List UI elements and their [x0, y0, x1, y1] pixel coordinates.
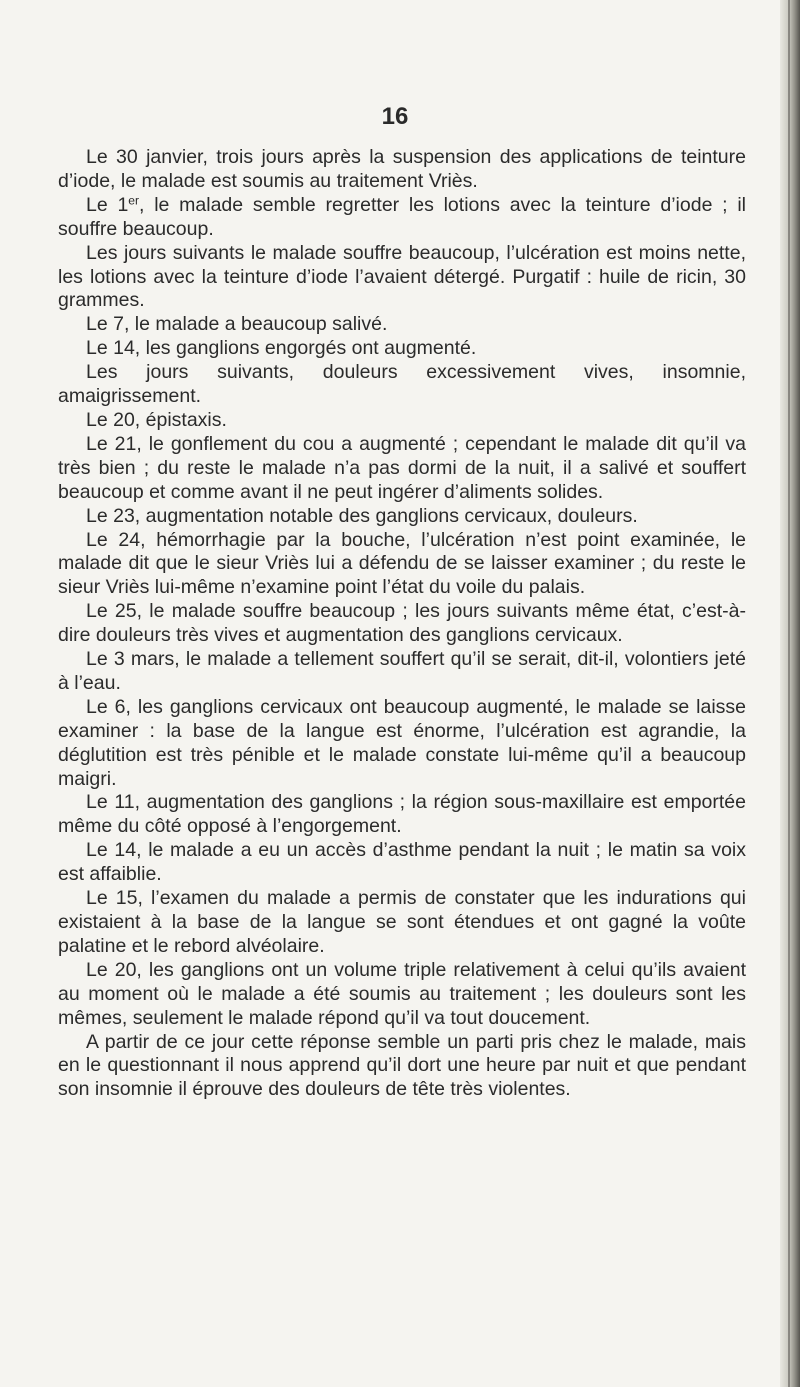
paragraph: Le 21, le gonflement du cou a augmenté ; cependant le malade dit qu’il va très bien ; du reste le malade n’a pas dormi de la nuit, il a salivé et souffert beaucoup et comme avant il ne peut ingérer d’aliments solides.	[58, 432, 746, 503]
paragraph: Le 3 mars, le malade a tellement souffert qu’il se serait, dit-il, volontiers jeté à l’eau.	[58, 648, 746, 694]
paragraph: Le 14, le malade a eu un accès d’asthme pendant la nuit ; le matin sa voix est affaiblie.	[58, 839, 746, 886]
paragraph: Le 6, les ganglions cervicaux ont beaucoup augmenté, le malade se laisse examiner : la base de la langue est énorme, l’ulcération est agrandie, la déglutition est très pénible et le malade constate lui-même qu’il a beaucoup maigri.	[58, 695, 746, 790]
paragraph: Le 30 janvier, trois jours après la suspension des applications de teinture d’iode, le malade est soumis au traitement Vriès.	[58, 146, 746, 192]
paragraph: Le 15, l’examen du malade a permis de constater que les indurations qui existaient à la base de la langue se sont étendues et ont gagné la voûte palatine et le rebord alvéolaire.	[58, 887, 746, 957]
paragraph: Le 24, hémorrhagie par la bouche, l’ulcération n’est point examinée, le malade dit que le sieur Vriès lui a défendu de se laisser examiner ; du reste le sieur Vriès lui-même n’examine point l’état du voile du palais.	[58, 528, 746, 599]
body-text	[58, 146, 746, 1102]
paragraph: A partir de ce jour cette réponse semble un parti pris chez le malade, mais en le questionnant il nous apprend qu’il dort une heure par nuit et que pendant son insomnie il éprouve des douleurs de tête très violentes.	[58, 1030, 746, 1101]
paragraph: Le 11, augmentation des ganglions ; la région sous-maxillaire est emportée même du côté opposé à l’engorgement.	[58, 791, 746, 838]
paragraph: Le 14, les ganglions engorgés ont augmenté.	[86, 337, 477, 360]
page-number: 16	[381, 103, 409, 130]
page-edge-shadow	[780, 0, 800, 1387]
paragraph: Le 23, augmentation notable des ganglions cervicaux, douleurs.	[86, 504, 638, 527]
paragraph: Les jours suivants le malade souffre beaucoup, l’ulcération est moins nette, les lotions avec la teinture d’iode l’avaient détergé. Purgatif : huile de ricin, 30 grammes.	[58, 241, 746, 312]
page-edge-line	[788, 0, 790, 1387]
ordinal-text: Le 1er, le malade semble regretter les lotions avec la teinture d’iode ; il souffre beaucoup.	[58, 193, 747, 240]
paragraph: Le 20, épistaxis.	[86, 408, 227, 431]
paragraph: Le 7, le malade a beaucoup salivé.	[86, 313, 388, 336]
paragraph: Le 25, le malade souffre beaucoup ; les jours suivants même état, c’est-à-dire douleurs très vives et augmentation des ganglions cervicaux.	[58, 600, 746, 647]
paragraph: Le 20, les ganglions ont un volume triple relativement à celui qu’ils avaient au moment où le malade a été soumis au traitement ; les douleurs sont les mêmes, seulement le malade répond qu’il va tout doucement.	[58, 958, 746, 1029]
paragraph-with-superscript	[58, 194, 746, 242]
paragraph: Les jours suivants, douleurs excessivement vives, insomnie, amaigrissement.	[58, 361, 746, 408]
